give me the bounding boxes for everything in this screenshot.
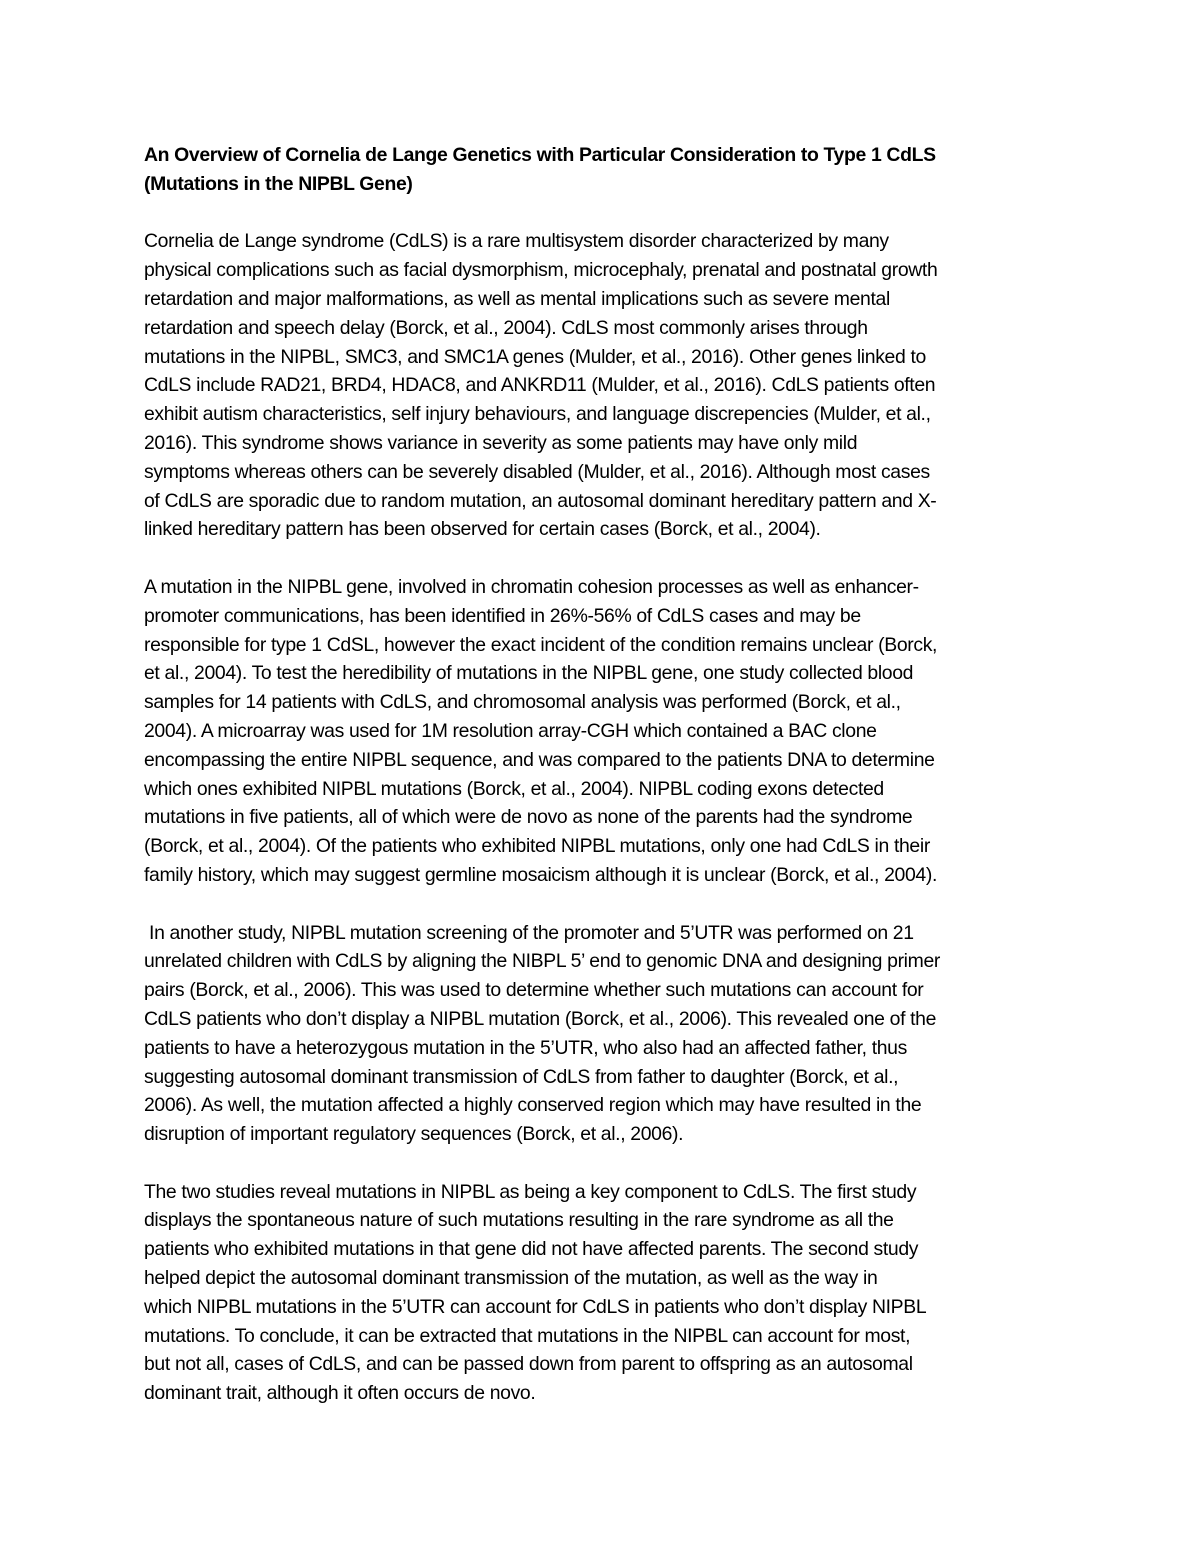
title-line: (Mutations in the NIPBL Gene) — [144, 172, 413, 195]
text-line: linked hereditary pattern has been observed for certain cases (Borck, et al., 2004). — [144, 518, 821, 541]
title-line: An Overview of Cornelia de Lange Genetics with Particular Consideration to Type 1 CdLS — [144, 144, 936, 166]
paragraph-gap — [144, 544, 1059, 573]
text-line: helped depict the autosomal dominant transmission of the mutation, as well as the way in — [144, 1267, 878, 1290]
text-line: mutations in five patients, all of which were de novo as none of the parents had the syndrome — [144, 806, 913, 829]
text-line: The two studies reveal mutations in NIPBL as being a key component to CdLS. The first study — [144, 1180, 917, 1203]
text-line: encompassing the entire NIPBL sequence, and was compared to the patients DNA to determine — [144, 748, 935, 771]
text-line: which ones exhibited NIPBL mutations (Borck, et al., 2004). NIPBL coding exons detected — [144, 777, 884, 800]
paragraph-2 — [144, 573, 1059, 890]
text-line: pairs (Borck, et al., 2006). This was used to determine whether such mutations can account for — [144, 979, 924, 1002]
paragraph-gap — [144, 1149, 1059, 1178]
text-line: displays the spontaneous nature of such mutations resulting in the rare syndrome as all the — [144, 1209, 894, 1232]
text-line: suggesting autosomal dominant transmission of CdLS from father to daughter (Borck, et al., — [144, 1065, 899, 1088]
text-line: symptoms whereas others can be severely disabled (Mulder, et al., 2016). Although most cases — [144, 460, 930, 483]
document-body — [144, 141, 1059, 1408]
text-line: disruption of important regulatory sequences (Borck, et al., 2006). — [144, 1123, 684, 1146]
text-line: (Borck, et al., 2004). Of the patients who exhibited NIPBL mutations, only one had CdLS in their — [144, 835, 930, 858]
text-line: mutations. To conclude, it can be extracted that mutations in the NIPBL can account for most, — [144, 1324, 911, 1347]
text-line: dominant trait, although it often occurs de novo. — [144, 1382, 536, 1405]
text-line: of CdLS are sporadic due to random mutation, an autosomal dominant hereditary pattern and X- — [144, 489, 937, 512]
text-line: retardation and major malformations, as well as mental implications such as severe mental — [144, 287, 890, 310]
text-line: retardation and speech delay (Borck, et al., 2004). CdLS most commonly arises through — [144, 316, 868, 339]
text-line: patients to have a heterozygous mutation in the 5’UTR, who also had an affected father, thus — [144, 1036, 907, 1059]
text-line: unrelated children with CdLS by aligning the NIBPL 5’ end to genomic DNA and designing primer — [144, 950, 940, 973]
text-line: CdLS include RAD21, BRD4, HDAC8, and ANKRD11 (Mulder, et al., 2016). CdLS patients often — [144, 374, 936, 397]
text-line: 2016). This syndrome shows variance in severity as some patients may have only mild — [144, 431, 858, 454]
text-line: CdLS patients who don’t display a NIPBL mutation (Borck, et al., 2006). This revealed one of the — [144, 1007, 937, 1030]
text-line: promoter communications, has been identified in 26%-56% of CdLS cases and may be — [144, 604, 861, 627]
text-line: mutations in the NIPBL, SMC3, and SMC1A genes (Mulder, et al., 2016). Other genes linked to — [144, 345, 926, 368]
text-line: but not all, cases of CdLS, and can be passed down from parent to offspring as an autosomal — [144, 1353, 913, 1376]
text-line: exhibit autism characteristics, self injury behaviours, and language discrepencies (Mulder, et al., — [144, 403, 931, 426]
text-line: et al., 2004). To test the heredibility of mutations in the NIPBL gene, one study collected blood — [144, 662, 914, 685]
text-line: In another study, NIPBL mutation screening of the promoter and 5’UTR was performed on 21 — [144, 921, 914, 944]
text-line: physical complications such as facial dysmorphism, microcephaly, prenatal and postnatal growth — [144, 259, 938, 282]
text-line: 2004). A microarray was used for 1M resolution array-CGH which contained a BAC clone — [144, 719, 877, 742]
paragraph-3 — [144, 919, 1059, 1149]
paragraph-1 — [144, 227, 1059, 544]
paragraph-gap — [144, 890, 1059, 919]
document-title — [144, 141, 1059, 199]
text-line: patients who exhibited mutations in that gene did not have affected parents. The second study — [144, 1238, 919, 1261]
text-line: responsible for type 1 CdSL, however the exact incident of the condition remains unclear (Borck, — [144, 633, 938, 656]
paragraph-4 — [144, 1178, 1059, 1408]
text-line: samples for 14 patients with CdLS, and chromosomal analysis was performed (Borck, et al., — [144, 691, 901, 714]
text-line: A mutation in the NIPBL gene, involved in chromatin cohesion processes as well as enhancer- — [144, 575, 919, 598]
text-line: which NIPBL mutations in the 5’UTR can account for CdLS in patients who don’t display NIPBL — [144, 1295, 927, 1318]
text-line: family history, which may suggest germline mosaicism although it is unclear (Borck, et al., 2004). — [144, 863, 938, 886]
paragraph-gap — [144, 199, 1059, 228]
text-line: 2006). As well, the mutation affected a highly conserved region which may have resulted in the — [144, 1094, 922, 1117]
text-line: Cornelia de Lange syndrome (CdLS) is a rare multisystem disorder characterized by many — [144, 230, 889, 253]
